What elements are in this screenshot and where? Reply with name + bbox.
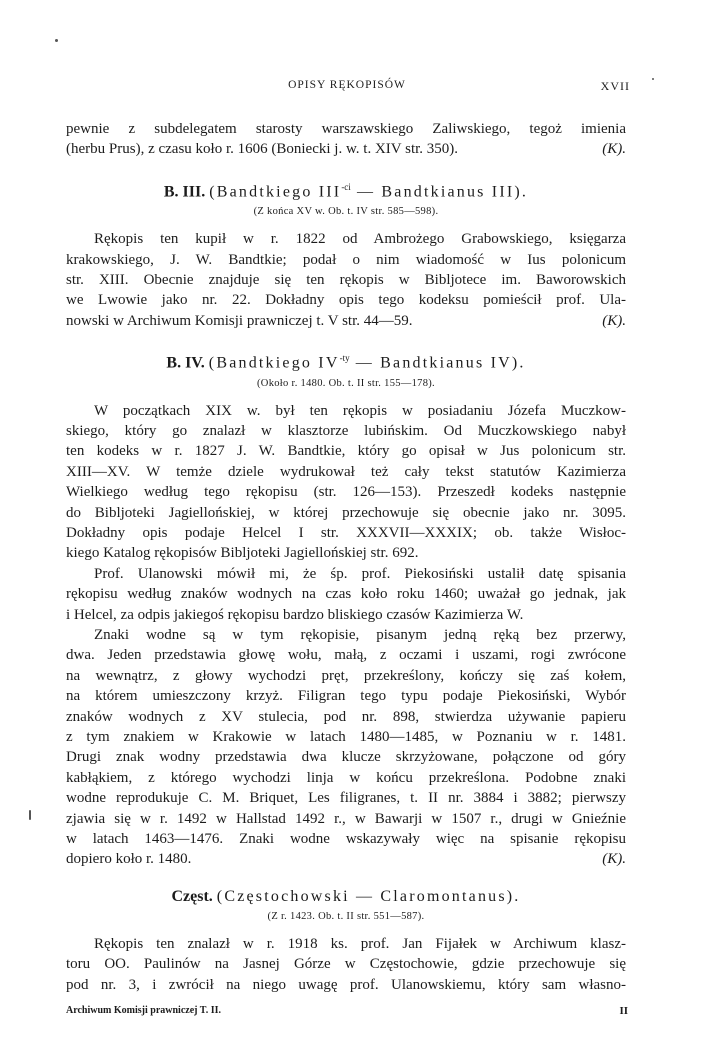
section-dating: (Z końca XV w. Ob. t. IV str. 585—598). xyxy=(253,206,439,218)
page-number: XVII xyxy=(600,79,630,93)
line-text: krakowskiego, J. W. Bandtkie; podał o nim wiadomość w Ius polonicum xyxy=(66,251,626,268)
section-code: B. III. xyxy=(163,183,206,201)
paper-speck xyxy=(29,810,31,820)
line-text: nowski w Archiwum Komisji prawniczej t. V str. 44—59. xyxy=(66,312,413,329)
printer-signature: II xyxy=(619,1005,628,1017)
line-text: toru OO. Paulinów na Jasnej Górze w Częstochowie, gdzie przechowuje się xyxy=(66,956,626,973)
section-title: (Bandtkiego IV xyxy=(208,354,340,372)
line-text: Znaki wodne są w tym rękopisie, pisanym jedną ręką bez przerwy, xyxy=(94,626,626,643)
intro-line-text: (herbu Prus), z czasu koło r. 1606 (Boniecki j. w. t. XIV str. 350). xyxy=(66,141,459,158)
page-footer xyxy=(66,1005,628,1016)
paper-speck xyxy=(55,39,58,42)
paragraph-first-line xyxy=(66,401,626,421)
paragraph-line xyxy=(66,421,626,441)
section-heading xyxy=(66,176,626,203)
paragraph-line xyxy=(66,954,626,974)
section-heading xyxy=(66,886,626,908)
line-text: Wielkiego według tego rękopisu (str. 126—153). Przeszedł kodeks następnie xyxy=(66,484,626,501)
line-text: we Lwowie jako nr. 22. Dokładny opis tego kodeksu pomieścił prof. Ula- xyxy=(66,292,626,309)
section-title-suffix: -ty xyxy=(339,353,350,364)
line-text: ten kodeks w r. 1827 J. W. Bandtkie, który go opisał w Jus polonicum str. xyxy=(66,443,626,460)
section-code: B. IV. xyxy=(166,354,205,372)
line-text: dopiero koło r. 1480. xyxy=(66,851,192,868)
line-text: W początkach XIX w. był ten rękopis w posiadaniu Józefa Muczkow- xyxy=(94,402,626,419)
line-text: Rękopis ten znalazł w r. 1918 ks. prof. Jan Fijałek w Archiwum klasz- xyxy=(94,935,626,952)
paragraph-line xyxy=(66,270,626,290)
line-text: XIII—XV. W temże dziele wydrukował też cały tekst statutów Kazimierza xyxy=(66,463,626,480)
paragraph-line xyxy=(66,788,626,808)
paragraph-line xyxy=(66,747,626,767)
intro-line-last xyxy=(66,139,626,159)
paragraph-line xyxy=(66,543,626,563)
section-heading xyxy=(66,347,626,374)
intro-line: pewnie z subdelegatem starosty warszawskiego Zaliwskiego, tegoż imienia xyxy=(66,121,626,137)
line-text: Dokładny opis podaje Helcel I str. XXXVII—XXXIX; ob. także Wisłoc- xyxy=(66,524,626,541)
section-title: (Bandtkiego III xyxy=(209,183,342,201)
line-text: kabłąkiem, z którego wychodzi linja w końcu przekreślona. Podobne znaki xyxy=(66,769,626,786)
line-text: znaków wodnych z XV stulecia, pod nr. 898, stwierdza używanie papieru xyxy=(66,708,626,725)
paragraph-first-line xyxy=(66,564,626,584)
paragraph-line xyxy=(66,503,626,523)
paragraph-line xyxy=(66,290,626,310)
line-text: z tym znakiem w Krakowie w latach 1480—1485, w Poznaniu w r. 1481. xyxy=(66,729,626,745)
paragraph-line xyxy=(66,727,626,747)
section-title-alt: — Bandtkianus IV). xyxy=(349,354,526,372)
line-text: zjawia się w r. 1492 w Hallstad 1492 r., w Bawarji w 1507 r., drugi w Gnieźnie xyxy=(66,810,626,827)
line-text: skiego, który go znalazł w klasztorze lubińskim. Od Muczkowskiego nabył xyxy=(66,422,626,439)
paragraph-first-line xyxy=(66,625,626,645)
section-dating: (Około r. 1480. Ob. t. II str. 155—178). xyxy=(257,377,435,389)
paragraph-line xyxy=(66,975,626,995)
line-text: wodne reprodukuje C. M. Briquet, Les filigranes, t. II nr. 3884 i 3882; pierwszy xyxy=(66,790,626,807)
line-text: rękopisu według znaków wodnych na czas koło roku 1460; uważał go jednak, jak xyxy=(66,586,626,603)
line-text: Rękopis ten kupił w r. 1822 od Ambrożego Grabowskiego, księgarza xyxy=(94,231,626,248)
paragraph-line xyxy=(66,829,626,849)
signature-mark: (K). xyxy=(602,312,626,329)
signature-mark: (K). xyxy=(602,851,626,868)
paragraph-line xyxy=(66,666,626,686)
footer-series-title: Archiwum Komisji prawniczej T. II. xyxy=(66,1005,221,1016)
paragraph-line xyxy=(66,584,626,604)
paragraph-line xyxy=(66,707,626,727)
paragraph-line xyxy=(66,462,626,482)
paragraph-line xyxy=(66,849,626,869)
line-text: pod nr. 3, i zwrócił na niego uwagę prof. Ulanowskiemu, który sam własno- xyxy=(66,976,626,993)
paragraph-line xyxy=(66,523,626,543)
page-body xyxy=(66,119,626,995)
line-text: do Bibljoteki Jagiellońskiej, w której przechowuje się obecnie jako nr. 3095. xyxy=(66,504,626,521)
paragraph-line xyxy=(66,809,626,829)
line-text: Prof. Ulanowski mówił mi, że śp. prof. Piekosiński ustalił datę spisania xyxy=(94,565,626,582)
paragraph-line xyxy=(66,441,626,461)
paper-speck xyxy=(652,78,654,80)
paragraph-line xyxy=(66,311,626,331)
paragraph-line xyxy=(66,482,626,502)
paragraph-line xyxy=(66,250,626,270)
line-text: str. XIII. Obecnie znajduje się ten rękopis w Bibljotece im. Baworowskich xyxy=(66,271,626,288)
paragraph-line xyxy=(66,605,626,625)
paragraph-first-line xyxy=(66,934,626,954)
signature-mark: (K). xyxy=(602,141,626,158)
sections xyxy=(66,176,626,995)
header-title: OPISY RĘKOPISÓW xyxy=(288,79,406,91)
line-text: w latach 1463—1476. Znaki wodne wskazywały więc na spisanie rękopisu xyxy=(66,831,626,848)
paragraph-line xyxy=(66,768,626,788)
line-text: na wewnątrz, z głowy wychodzi pręt, przekreślony, kończy się zaś kołem, xyxy=(66,667,626,684)
section-title: (Częstochowski — Claromontanus). xyxy=(216,887,521,905)
paragraph-line xyxy=(66,645,626,665)
line-text: Drugi znak wodny przedstawia dwa klucze skrzyżowane, połączone od góry xyxy=(66,749,626,766)
section-dating: (Z r. 1423. Ob. t. II str. 551—587). xyxy=(267,910,425,922)
line-text: i Helcel, za odpis jakiegoś rękopisu bardzo bliskiego czasów Kazimierza W. xyxy=(66,606,524,623)
line-text: na którem umieszczony krzyż. Filigran tego typu podaje Piekosiński, Wybór xyxy=(66,688,626,705)
paragraph-first-line xyxy=(66,229,626,249)
section-title-alt: — Bandtkianus III). xyxy=(350,183,529,201)
section-title-suffix: -ci xyxy=(341,181,351,192)
line-text: kiego Katalog rękopisów Bibljoteki Jagiellońskiej str. 692. xyxy=(66,545,419,562)
line-text: dwa. Jeden przedstawia głowę wołu, małą, z oczami i uszami, rogi zwrócone xyxy=(66,647,626,664)
running-header xyxy=(66,79,628,97)
paragraph-line xyxy=(66,686,626,706)
section-code: Częst. xyxy=(171,887,213,905)
